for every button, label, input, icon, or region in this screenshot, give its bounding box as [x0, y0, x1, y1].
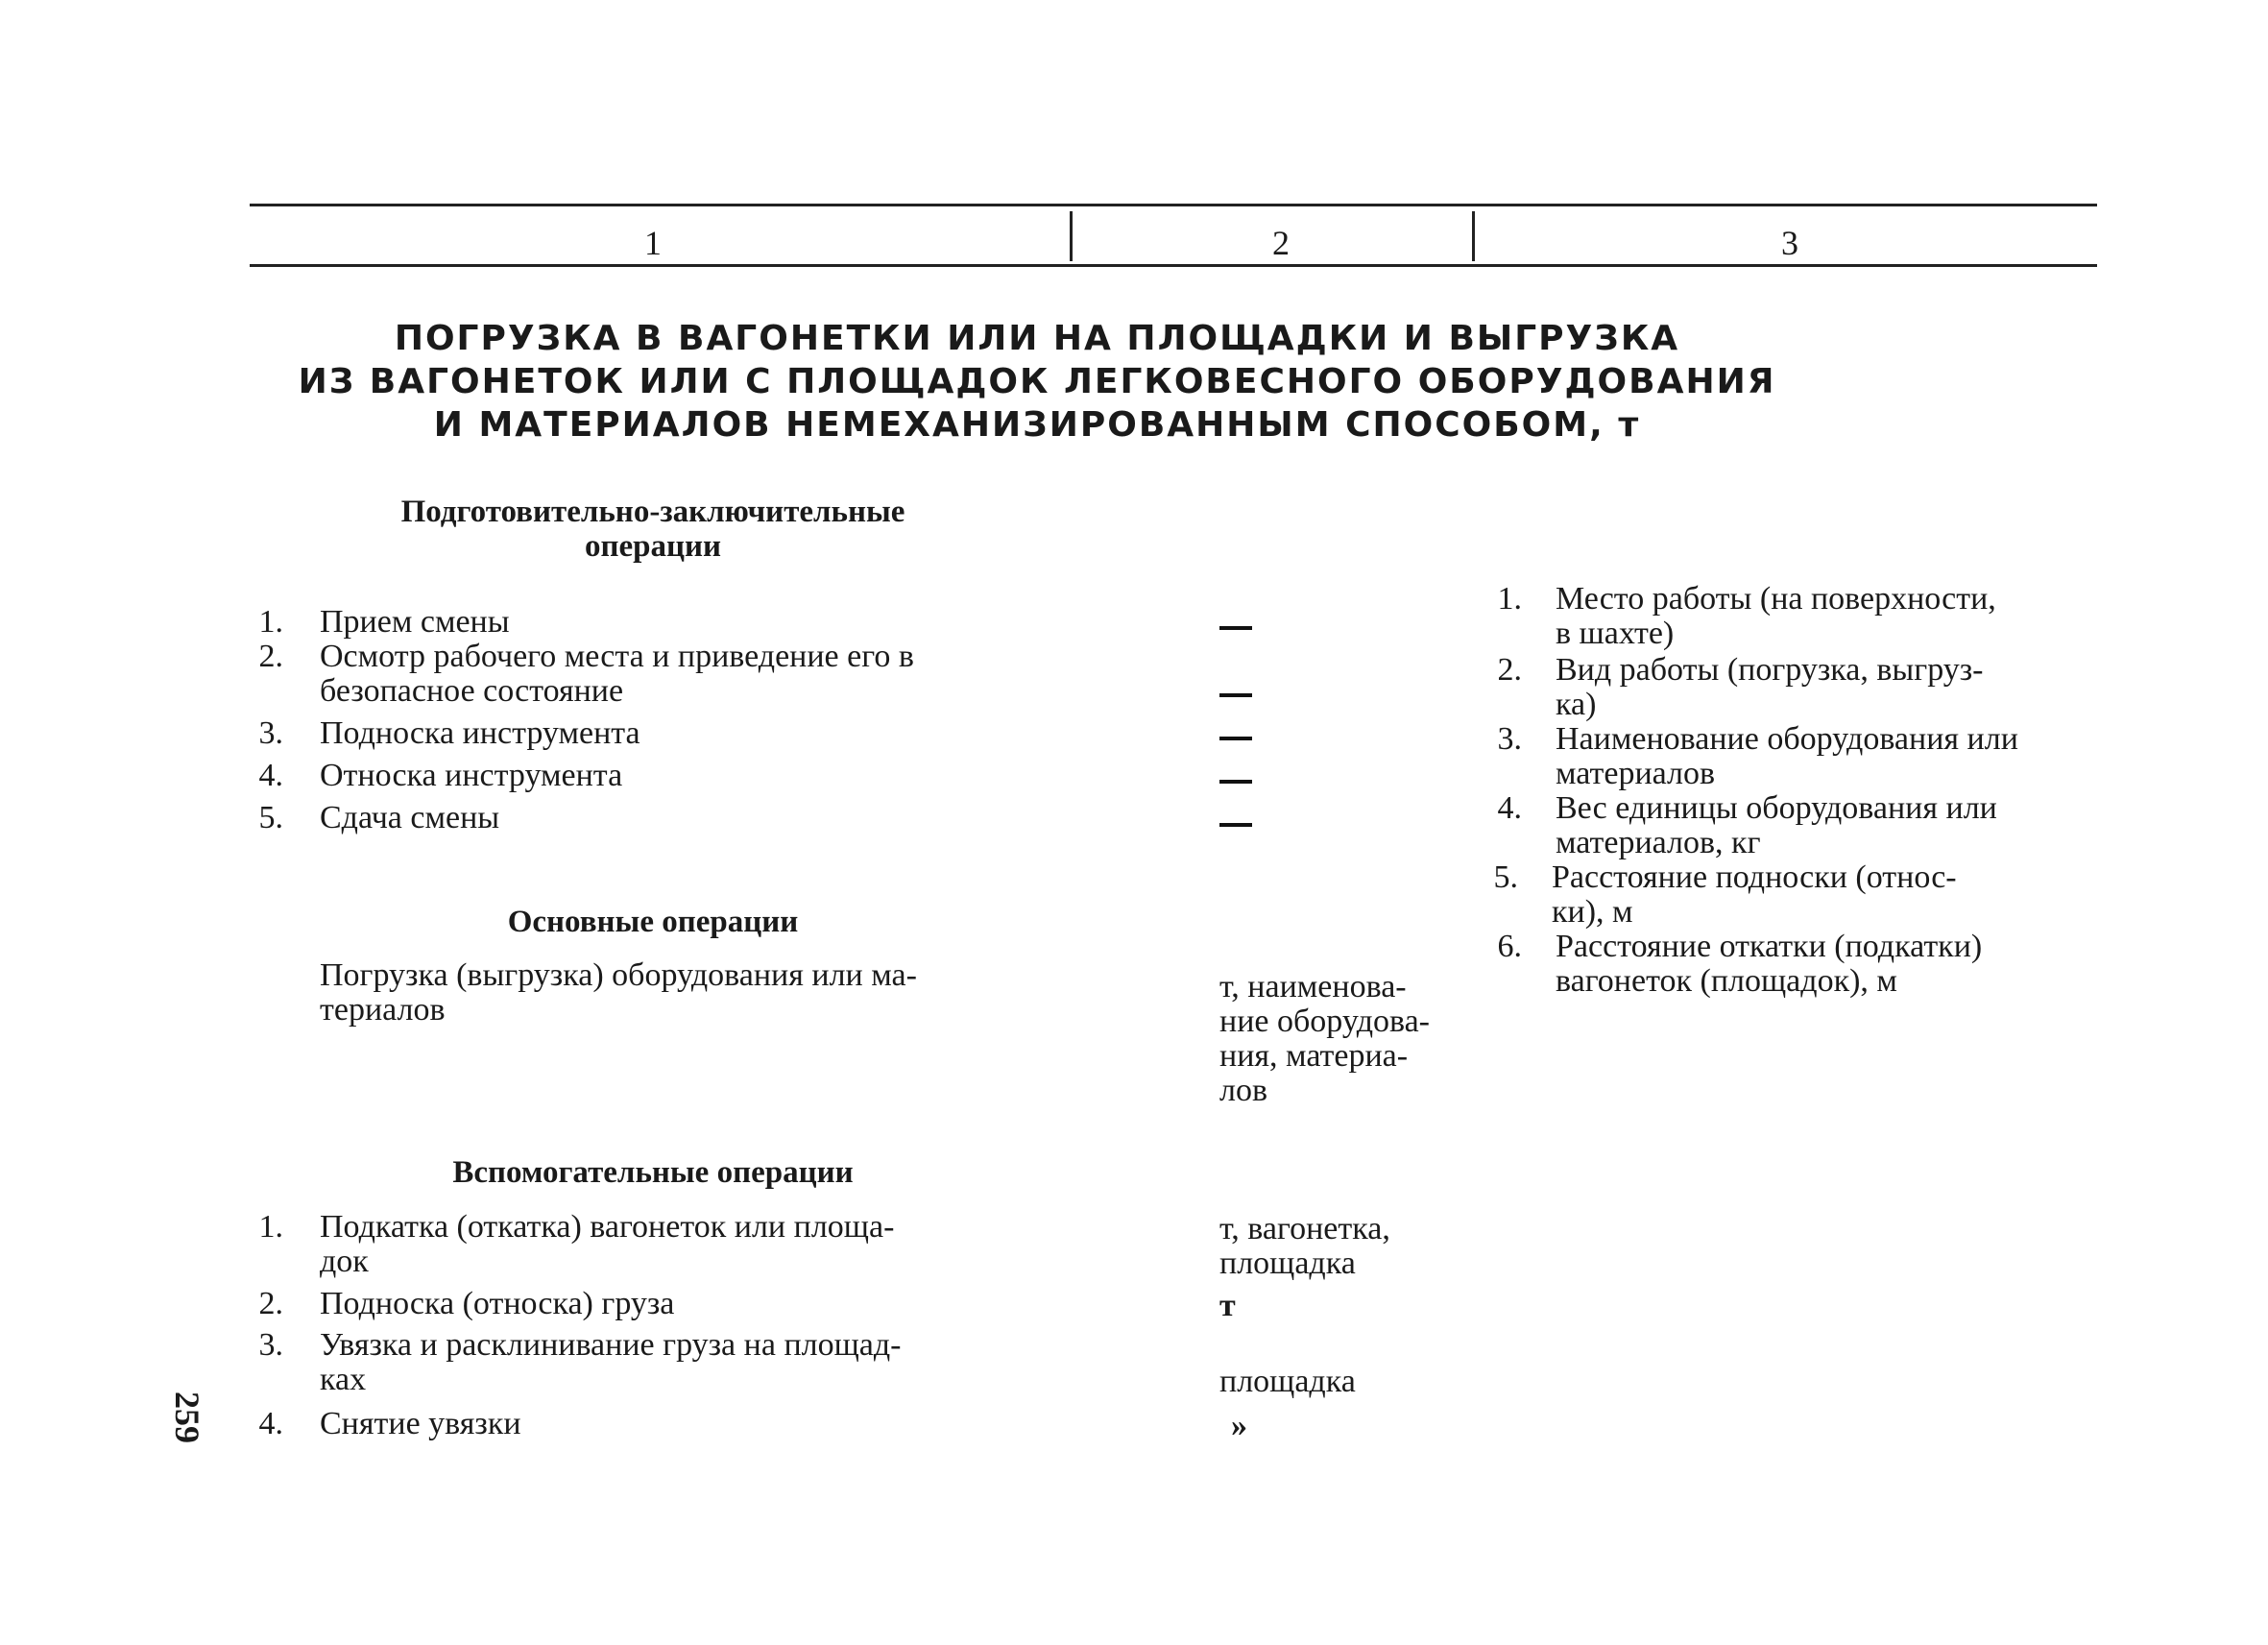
aux-item-number: 4. — [258, 1406, 283, 1441]
aux-item-text-continued: ках — [320, 1362, 367, 1397]
aux-item-unit: т, вагонетка, — [1219, 1211, 1390, 1246]
prep-heading-line-2: операции — [584, 529, 722, 564]
prep-item-text: Относка инструмента — [320, 758, 623, 793]
header-divider-1 — [1070, 211, 1073, 261]
prep-item-text-continued: безопасное состояние — [320, 673, 624, 709]
page-title-line-2: ИЗ ВАГОНЕТОК ИЛИ С ПЛОЩАДОК ЛЕГКОВЕСНОГО ОБОРУДОВАНИЯ — [298, 362, 1776, 401]
factor-text: Вес единицы оборудования или — [1556, 790, 1997, 826]
factor-text-continued: ки), м — [1552, 894, 1633, 930]
prep-item-number: 3. — [258, 715, 283, 751]
aux-item-text: Подкатка (откатка) вагонеток или площа- — [320, 1209, 895, 1245]
prep-item-unit-dash — [1219, 626, 1252, 630]
prep-item-unit-dash — [1219, 823, 1252, 827]
aux-item-number: 1. — [258, 1209, 283, 1245]
prep-item-number: 1. — [258, 604, 283, 640]
aux-item-text: Увязка и расклинивание груза на площад- — [320, 1327, 902, 1363]
column-number-1: 1 — [644, 224, 662, 262]
main-ops-text: Погрузка (выгрузка) оборудования или ма- — [320, 957, 917, 993]
main-ops-unit: ние оборудова- — [1219, 1004, 1431, 1039]
aux-item-text-continued: док — [320, 1244, 369, 1279]
factor-number: 1. — [1497, 581, 1522, 617]
prep-item-number: 4. — [258, 758, 283, 793]
aux-item-unit: площадка — [1219, 1364, 1356, 1399]
prep-item-text: Подноска инструмента — [320, 715, 640, 751]
main-ops-heading: Основные операции — [507, 905, 799, 939]
factor-text: Наименование оборудования или — [1556, 721, 2018, 757]
column-number-2: 2 — [1272, 224, 1290, 262]
factor-text-continued: материалов — [1556, 756, 1716, 791]
aux-item-text: Подноска (относка) груза — [320, 1286, 675, 1321]
factor-text: Расстояние откатки (подкатки) — [1556, 929, 1983, 964]
prep-item-unit-dash — [1219, 780, 1252, 784]
column-number-3: 3 — [1781, 224, 1798, 262]
factor-text: Место работы (на поверхности, — [1556, 581, 1996, 617]
prep-item-unit-dash — [1219, 693, 1252, 697]
main-ops-text-continued: териалов — [320, 992, 446, 1028]
page-title-line-3: И МАТЕРИАЛОВ НЕМЕХАНИЗИРОВАННЫМ СПОСОБОМ, т — [433, 405, 1641, 445]
main-ops-unit: ния, материа- — [1219, 1038, 1409, 1074]
prep-heading-line-1: Подготовительно-заключительные — [400, 495, 905, 529]
aux-item-unit: т — [1219, 1288, 1236, 1323]
factor-number: 5. — [1493, 859, 1518, 895]
header-bottom-rule — [250, 264, 2097, 267]
aux-heading: Вспомогательные операции — [452, 1155, 854, 1190]
factor-number: 4. — [1497, 790, 1522, 826]
aux-item-text: Снятие увязки — [320, 1406, 521, 1441]
factor-text: Расстояние подноски (относ- — [1552, 859, 1957, 895]
factor-number: 6. — [1497, 929, 1522, 964]
aux-item-number: 3. — [258, 1327, 283, 1363]
prep-item-number: 5. — [258, 800, 283, 835]
factor-number: 3. — [1497, 721, 1522, 757]
main-ops-unit: лов — [1219, 1073, 1268, 1108]
factor-text: Вид работы (погрузка, выгруз- — [1556, 652, 1984, 688]
prep-item-text: Прием смены — [320, 604, 510, 640]
main-ops-unit: т, наименова- — [1219, 969, 1407, 1004]
factor-text-continued: материалов, кг — [1556, 825, 1761, 860]
factor-text-continued: вагонеток (площадок), м — [1556, 963, 1897, 999]
prep-item-text: Осмотр рабочего места и приведение его в — [320, 639, 914, 674]
header-top-rule — [250, 204, 2097, 206]
aux-item-unit: » — [1231, 1408, 1247, 1443]
prep-item-unit-dash — [1219, 737, 1252, 740]
aux-item-unit: площадка — [1219, 1246, 1356, 1281]
prep-item-number: 2. — [258, 639, 283, 674]
header-divider-2 — [1472, 211, 1475, 261]
factor-number: 2. — [1497, 652, 1522, 688]
factor-text-continued: в шахте) — [1556, 616, 1675, 651]
aux-item-number: 2. — [258, 1286, 283, 1321]
factor-text-continued: ка) — [1556, 687, 1597, 722]
page-title-line-1: ПОГРУЗКА В ВАГОНЕТКИ ИЛИ НА ПЛОЩАДКИ И ВЫГРУЗКА — [394, 319, 1680, 358]
prep-item-text: Сдача смены — [320, 800, 500, 835]
page-number: 259 — [168, 1391, 206, 1443]
